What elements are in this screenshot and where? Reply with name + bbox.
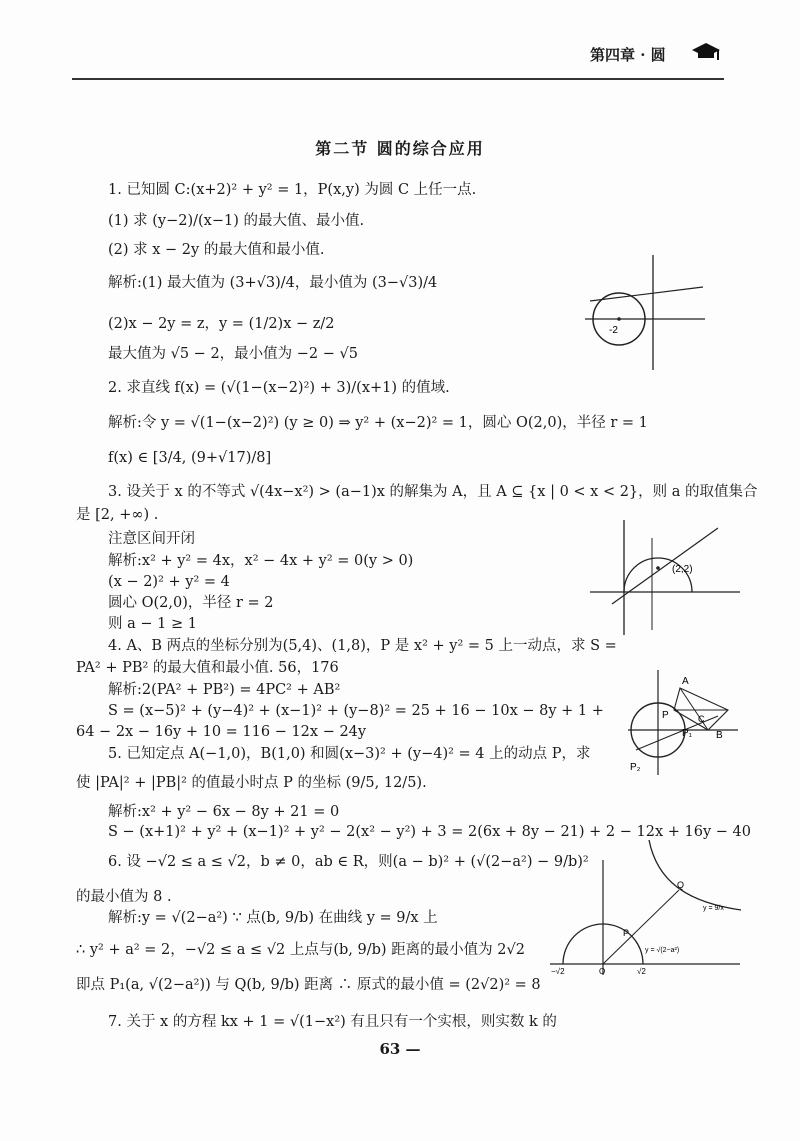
text-line: 1. 已知圆 C:(x+2)² + y² = 1，P(x,y) 为圆 C 上任一点.: [108, 182, 477, 198]
text-line: (2) 求 x − 2y 的最大值和最小值.: [108, 242, 325, 258]
graduation-cap-icon: [690, 40, 722, 64]
figure-1-circle-tangent: [585, 255, 705, 370]
text-line: 使 |PA|² + |PB|² 的值最小时点 P 的坐标 (9/5, 12/5).: [76, 775, 427, 791]
text-line: S − (x+1)² + y² + (x−1)² + y² − 2(x² − y²) + 3 = 2(6x + 8y − 21) + 2 − 12x + 16y − 40: [108, 824, 751, 840]
text-line: 即点 P₁(a, √(2−a²)) 与 Q(b, 9/b) 距离 ∴ 原式的最小值 = (2√2)² = 8: [76, 977, 541, 993]
section-title: 第二节 圆的综合应用: [315, 139, 485, 158]
text-line: (2)x − 2y = z，y = (1/2)x − z/2: [108, 316, 335, 332]
fig1-label: -2: [609, 325, 618, 336]
header-rule: [72, 78, 724, 80]
figure-2-semicircle-line: [590, 520, 740, 635]
text-line: 解析:(1) 最大值为 (3+√3)/4，最小值为 (3−√3)/4: [108, 275, 438, 291]
text-line: 解析:x² + y² = 4x，x² − 4x + y² = 0(y > 0): [108, 553, 414, 569]
svg-text:P: P: [662, 710, 669, 721]
text-line: 的最小值为 8 .: [76, 889, 172, 905]
page-number: 63 —: [379, 1040, 421, 1058]
text-line: 2. 求直线 f(x) = (√(1−(x−2)²) + 3)/(x+1) 的值域.: [108, 380, 450, 396]
text-line: (1) 求 (y−2)/(x−1) 的最大值、最小值.: [108, 213, 365, 229]
text-line: 4. A、B 两点的坐标分别为(5,4)、(1,8)，P 是 x² + y² = 5 上一动点，求 S =: [108, 638, 617, 654]
text-line: 最大值为 √5 − 2，最小值为 −2 − √5: [108, 346, 358, 362]
text-line: 5. 已知定点 A(−1,0)，B(1,0) 和圆(x−3)² + (y−4)² = 4 上的动点 P，求: [108, 746, 591, 762]
svg-text:O: O: [599, 967, 606, 976]
text-line: 则 a − 1 ≥ 1: [108, 616, 197, 632]
svg-text:A: A: [682, 676, 689, 687]
text-line: ∴ y² + a² = 2，−√2 ≤ a ≤ √2 上点与(b, 9/b) 距离的最小值为 2√2: [76, 942, 525, 958]
chapter-header: 第四章 · 圆: [590, 46, 666, 64]
text-line: 3. 设关于 x 的不等式 √(4x−x²) > (a−1)x 的解集为 A，且 A ⊆ {x | 0 < x < 2}，则 a 的取值集合: [108, 484, 758, 500]
text-line: 解析:x² + y² − 6x − 8y + 21 = 0: [108, 804, 340, 820]
text-line: 解析:2(PA² + PB²) = 4PC² + AB²: [108, 682, 341, 698]
text-line: 是 [2, +∞) .: [76, 507, 159, 523]
figure-3-quadrilateral: [628, 670, 738, 775]
fig2-label: (2,2): [672, 564, 693, 575]
text-line: f(x) ∈ [3/4, (9+√17)/8]: [108, 450, 272, 466]
text-line: 7. 关于 x 的方程 kx + 1 = √(1−x²) 有且只有一个实根，则实数 k 的: [108, 1014, 557, 1030]
text-line: (x − 2)² + y² = 4: [108, 574, 230, 590]
svg-text:√2: √2: [637, 967, 646, 976]
svg-text:y = 9/x: y = 9/x: [703, 905, 724, 912]
text-line: 64 − 2x − 16y + 10 = 116 − 12x − 24y: [76, 724, 367, 740]
text-line: PA² + PB² 的最大值和最小值. 56，176: [76, 660, 339, 676]
svg-text:B: B: [716, 730, 723, 741]
text-line: 解析:令 y = √(1−(x−2)²) (y ≥ 0) ⇒ y² + (x−2)² = 1，圆心 O(2,0)，半径 r = 1: [108, 415, 648, 431]
text-line: 6. 设 −√2 ≤ a ≤ √2，b ≠ 0，ab ∈ R，则(a − b)² + (√(2−a²) − 9/b)²: [108, 854, 589, 870]
svg-text:P: P: [623, 928, 630, 938]
text-line: 圆心 O(2,0)，半径 r = 2: [108, 595, 274, 611]
text-line: 解析:y = √(2−a²) ∵ 点(b, 9/b) 在曲线 y = 9/x 上: [108, 910, 438, 926]
figure-4-hyperbola-circle: [545, 840, 745, 980]
text-line: S = (x−5)² + (y−4)² + (x−1)² + (y−8)² = 25 + 16 − 10x − 8y + 1 +: [108, 703, 604, 719]
svg-text:−√2: −√2: [551, 967, 565, 976]
svg-text:y = √(2−a²): y = √(2−a²): [645, 947, 680, 954]
svg-text:P₁: P₁: [682, 728, 693, 739]
svg-text:C: C: [698, 714, 705, 724]
svg-text:Q: Q: [677, 880, 685, 890]
svg-text:P₂: P₂: [630, 762, 641, 773]
text-line: 注意区间开闭: [108, 531, 195, 547]
